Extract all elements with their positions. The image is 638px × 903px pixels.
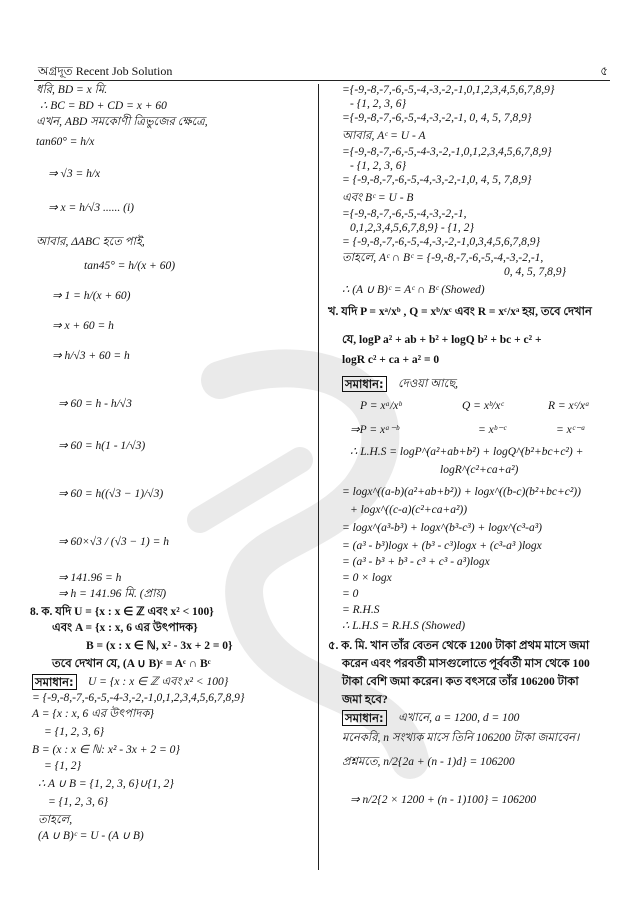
equation: ⇒ √3 = h/x <box>48 168 101 180</box>
header-rule <box>34 80 610 81</box>
line: তবে দেখান যে, (A ∪ B)ᶜ = Aᶜ ∩ Bᶜ <box>52 658 211 670</box>
equation: ∴ L.H.S = R.H.S (Showed) <box>342 620 466 632</box>
line: ={-9,-8,-7,-6,-5,-4,-3,-2,-1,0,1,2,3,4,5,6,7,8,9} <box>342 84 555 96</box>
question-8-ka: 8. ক. যদি U = {x : x ∈ ℤ এবং x² < 100} <box>30 606 214 618</box>
page-header <box>38 63 608 81</box>
line: আবার, ΔABC হতে পাই, <box>36 236 145 248</box>
equation: = logx^(a³-b³) + logx^(b³-c³) + logx^(c³-a³) <box>342 522 542 534</box>
equation: ⇒ x + 60 = h <box>52 320 114 332</box>
equation: ⇒ x = h/√3 ...... (i) <box>48 202 134 214</box>
equation: P = xᵃ/xᵇ <box>360 400 402 412</box>
line: যে, logP a² + ab + b² + logQ b² + bc + c² + <box>342 334 542 346</box>
line: জমা হবে? <box>342 694 388 706</box>
line: এবং A = {x : x, 6 এর উৎপাদক} <box>52 622 198 634</box>
equation: = (a³ - b³ + b³ - c³ + c³ - a³)logx <box>342 556 490 568</box>
equation: = 0 × logx <box>342 572 392 584</box>
equation: ⇒ 60 = h((√3 − 1)/√3) <box>58 488 164 500</box>
equation: Q = xᵇ/xᶜ <box>462 400 504 412</box>
line: A = {x : x, 6 এর উৎপাদক} <box>32 708 154 720</box>
line: তাহলে, <box>38 814 73 826</box>
equation: ⇒ 60 = h - h/√3 <box>58 398 132 410</box>
header-title: অগ্রদূত Recent Job Solution <box>38 64 173 78</box>
line: আবার, Aᶜ = U - A <box>342 130 426 142</box>
line: ∴ BC = BD + CD = x + 60 <box>40 100 167 112</box>
equation: tan60° = h/x <box>36 136 95 148</box>
line: ∴ (A ∪ B)ᶜ = Aᶜ ∩ Bᶜ (Showed) <box>342 284 485 296</box>
equation: = xᵇ⁻ᶜ <box>478 424 506 436</box>
equation: tan45° = h/(x + 60) <box>84 260 176 272</box>
line: - {1, 2, 3, 6} <box>350 98 407 110</box>
column-divider <box>318 84 319 870</box>
line: U = {x : x ∈ ℤ এবং x² < 100} <box>88 676 229 688</box>
line: করেন এবং পরবর্তী মাসগুলোতে পূর্ববর্তী মাস থেকে 100 <box>342 658 590 670</box>
line: ={-9,-8,-7,-6,-5,-4-3,-2,-1,0,1,2,3,4,5,6,7,8,9} <box>342 146 552 158</box>
line: তাহলে, Aᶜ ∩ Bᶜ = {-9,-8,-7,-6,-5,-4,-3,-2,-1, <box>342 252 544 264</box>
equation: ⇒ 1 = h/(x + 60) <box>52 290 131 302</box>
line: এখন, ABD সমকোণী ত্রিভুজের ক্ষেত্রে, <box>36 116 208 128</box>
line: = {-9,-8,-7,-6,-5,-4-3,-2,-1,0,1,2,3,4,5,6,7,8,9} <box>32 692 245 704</box>
equation: ⇒ 60×√3 / (√3 − 1) = h <box>58 536 170 548</box>
equation: ∴ L.H.S = logP^(a²+ab+b²) + logQ^(b²+bc+c²) + <box>350 446 584 458</box>
equation: = logx^((a-b)(a²+ab+b²)) + logx^((b-c)(b²+bc+c²)) <box>342 486 581 498</box>
line: এবং Bᶜ = U - B <box>342 192 414 204</box>
question-5-ka: ৫. ক. মি. খান তাঁর বেতন থেকে 1200 টাকা প্রথম মাসে জমা <box>328 640 590 652</box>
line: B = (x : x ∈ ℕ: x² - 3x + 2 = 0} <box>32 744 180 756</box>
line: - {1, 2, 3, 6} <box>350 160 407 172</box>
equation: ⇒ 141.96 = h <box>58 572 122 584</box>
equation: ⇒P = xᵃ⁻ᵇ <box>350 424 399 436</box>
line: B = (x : x ∈ ℕ, x² - 3x + 2 = 0} <box>86 640 233 652</box>
line: দেওয়া আছে, <box>398 378 459 390</box>
line: এখানে, a = 1200, d = 100 <box>398 712 520 724</box>
line: = {-9,-8,-7,-6,-5,-4,-3,-2,-1,0,3,4,5,6,7,8,9} <box>342 236 541 248</box>
equation: + logx^((c-a)(c²+ca+a²)) <box>350 504 468 516</box>
equation: = xᶜ⁻ᵃ <box>556 424 586 436</box>
equation: ⇒ 60 = h(1 - 1/√3) <box>58 440 146 452</box>
line: = {1, 2, 3, 6} <box>48 796 109 808</box>
line: ={-9,-8,-7,-6,-5,-4,-3,-2,-1, 0, 4, 5, 7,8,9} <box>342 112 532 124</box>
equation: logR^(c²+ca+a²) <box>440 464 519 476</box>
line: (A ∪ B)ᶜ = U - (A ∪ B) <box>38 830 144 842</box>
line: ধরি, BD = x মি. <box>36 84 108 96</box>
line: = {1, 2} <box>44 760 82 772</box>
equation: = 0 <box>342 588 359 600</box>
line: logR c² + ca + a² = 0 <box>342 354 440 366</box>
line: টাকা বেশি জমা করেন। কত বৎসরে তাঁর 106200 টাকা <box>342 676 579 688</box>
page-number: ৫ <box>600 64 608 78</box>
line: ={-9,-8,-7,-6,-5,-4,-3,-2,-1, <box>342 208 467 220</box>
equation: = R.H.S <box>342 604 380 616</box>
equation: = (a³ - b³)logx + (b³ - c³)logx + (c³-a³ )logx <box>342 540 542 552</box>
line: = {1, 2, 3, 6} <box>44 726 105 738</box>
equation: R = xᶜ/xᵃ <box>548 400 590 412</box>
equation: ⇒ n/2{2 × 1200 + (n - 1)100} = 106200 <box>350 794 537 806</box>
solution-label: সমাধান: <box>32 676 77 690</box>
line: = {-9,-8,-7,-6,-5,-4,-3,-2,-1,0, 4, 5, 7,8,9} <box>342 174 532 186</box>
question-kha: খ. যদি P = xᵃ/xᵇ , Q = xᵇ/xᶜ এবং R = xᶜ/xᵃ হয়, তবে দেখান <box>328 306 592 318</box>
solution-label: সমাধান: <box>342 378 387 392</box>
equation: ⇒ h/√3 + 60 = h <box>52 350 130 362</box>
line: 0, 4, 5, 7,8,9} <box>504 266 567 278</box>
line: ∴ A ∪ B = {1, 2, 3, 6}∪{1, 2} <box>38 778 174 790</box>
solution-label: সমাধান: <box>342 712 387 726</box>
line: 0,1,2,3,4,5,6,7,8,9} - {1, 2} <box>350 222 475 234</box>
equation: ⇒ h = 141.96 মি. (প্রায়) <box>58 588 167 600</box>
line: মনেকরি, n সংখ্যক মাসে তিনি 106200 টাকা জমাবেন। <box>342 732 580 744</box>
equation: প্রশ্নমতে, n/2{2a + (n - 1)d} = 106200 <box>342 756 515 768</box>
